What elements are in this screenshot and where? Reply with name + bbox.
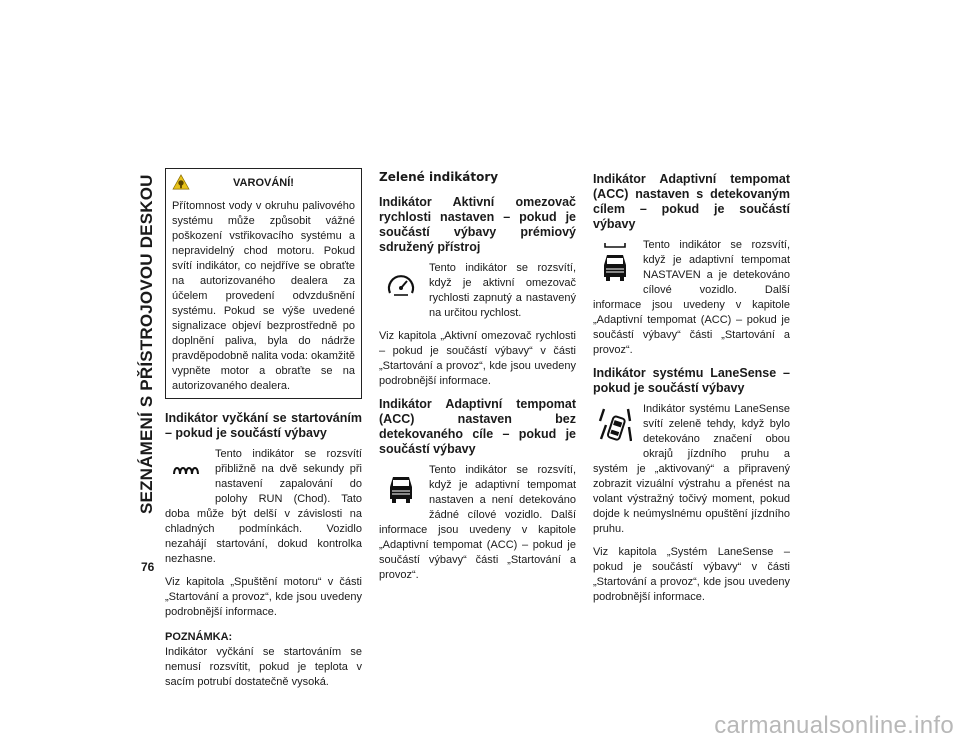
speed-limiter-heading: Indikátor Aktivní omezovač rychlosti nastaven – pokud je součástí výbavy prémiový sdružený přístroj <box>379 195 576 254</box>
glow-plug-icon <box>171 462 203 482</box>
note-label: POZNÁMKA: <box>165 631 233 643</box>
speed-limiter-figure <box>379 263 423 309</box>
lanesense-text: Indikátor systému LaneSense svítí zeleně tehdy, když bylo detekováno značení obou okrajů jízdního pruhu a systém je „aktivovaný“ a připravený zobrazit vizuální výstrahu a přenést na volant výstražný točivý moment, pokud dojde k neúmyslnému opuštění jízdního pruhu. <box>593 403 790 535</box>
acc-no-target-heading: Indikátor Adaptivní tempomat (ACC) nastaven bez detekovaného cíle – pokud je součástí výbavy <box>379 397 576 456</box>
acc-no-target-icon <box>388 471 414 505</box>
acc-no-target-text: Tento indikátor se rozsvítí, když je adaptivní tempomat nastaven a není detekováno žádné cílové vozidlo. Další informace jsou uvedeny v kapitole „Adaptivní tempomat (ACC) – pokud je součástí výbavy“ části „Startování a provoz“. <box>379 464 576 581</box>
lanesense-figure <box>593 404 637 450</box>
glow-plug-text: Tento indikátor se rozsvítí přibližně na dvě sekundy při nastavení zapalování do polohy RUN (Chod). Tato doba může být delší v závislosti na chladných podmínkách. Vozidlo nezahájí startování, dokud kontrolka nezhasne. <box>165 448 362 565</box>
lanesense-icon <box>598 405 632 449</box>
warning-header <box>172 173 355 193</box>
acc-no-target-figure <box>379 465 423 511</box>
warning-triangle-icon <box>172 174 190 190</box>
lanesense-heading: Indikátor systému LaneSense – pokud je součástí výbavy <box>593 366 790 395</box>
speed-limiter-reference: Viz kapitola „Aktivní omezovač rychlosti – pokud je součástí výbavy“ v části „Startování a provoz“, kde jsou uvedeny podrobnější informace. <box>379 330 576 387</box>
note-text: Indikátor vyčkání se startováním se nemusí rozsvítit, pokud je teplota v sacím potrubí dostatečně vysoká. <box>165 646 362 688</box>
warning-box <box>165 168 362 399</box>
acc-target-figure <box>593 240 637 286</box>
watermark: carmanualsonline.info <box>714 712 954 739</box>
page-number: 76 <box>141 560 155 574</box>
glow-plug-figure <box>165 449 209 495</box>
warning-text: Přítomnost vody v okruhu palivového systému může způsobit vážné poškození vstřikovacího systému a nepravidelný chod motoru. Pokud svítí indikátor, co nejdříve se obraťte na autorizovaného dealera za účelem provedení odvzdušnění systému. Pokud se výše uvedené signalizace objeví bezprostředně po doplnění paliva, byla do nádrže pravděpodobně nalita voda: okamžitě vypněte motor a obraťte se na autorizovaného dealera. <box>172 200 355 392</box>
speed-limiter-icon <box>386 273 416 299</box>
green-indicators-title: Zelené indikátory <box>379 170 499 184</box>
side-section-title: SEZNÁMENÍ S PŘÍSTROJOVOU DESKOU <box>137 174 156 514</box>
column-left <box>165 168 362 698</box>
acc-target-heading: Indikátor Adaptivní tempomat (ACC) nastaven s detekovaným cílem – pokud je součástí výbavy <box>593 172 790 231</box>
lanesense-reference: Viz kapitola „Systém LaneSense – pokud je součástí výbavy“ v části „Startování a provoz“, kde jsou uvedeny podrobnější informace. <box>593 546 790 603</box>
column-middle <box>379 170 576 591</box>
warning-title: VAROVÁNÍ! <box>233 177 294 189</box>
column-right <box>593 172 790 613</box>
speed-limiter-text: Tento indikátor se rozsvítí, když je aktivní omezovač rychlosti zapnutý a nastavený na určitou rychlost. <box>429 262 576 319</box>
glow-plug-heading: Indikátor vyčkání se startováním – pokud je součástí výbavy <box>165 411 362 440</box>
acc-target-text: Tento indikátor se rozsvítí, když je adaptivní tempomat NASTAVEN a je detekováno cílové vozidlo. Další informace jsou uvedeny v kapitole „Adaptivní tempomat (ACC) – pokud je součástí výbavy“ části „Startování a provoz“. <box>593 239 790 356</box>
acc-target-icon <box>602 241 628 285</box>
glow-plug-reference: Viz kapitola „Spuštění motoru“ v části „Startování a provoz“, kde jsou uvedeny podrobnější informace. <box>165 576 362 618</box>
